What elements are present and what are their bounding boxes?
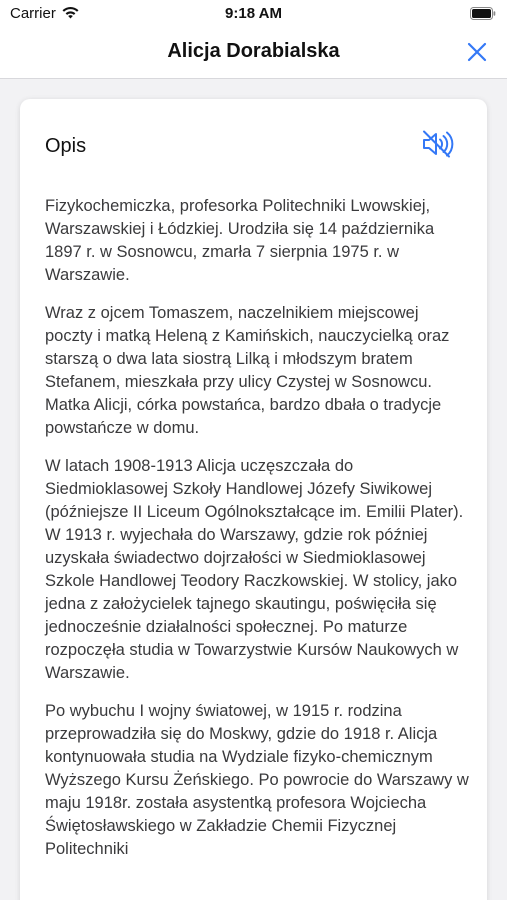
description-card [20,99,487,900]
navigation-bar [0,28,507,79]
battery-icon [470,7,496,20]
paragraph: Wraz z ojcem Tomaszem, naczelnikiem miejscowej poczty i matką Heleną z Kamińskich, nauczycielką oraz starszą o dwa lata siostrą Lilką i młodszym bratem Stefanem, mieszkała przy ulicy Czystej w Sosnowcu. Matka Alicji, córka powstańca, bardzo dbała o tradycje powstańcze w domu. [45,304,450,437]
carrier-label: Carrier [10,5,56,22]
speaker-toggle-button[interactable] [421,129,455,159]
speaker-muted-icon [421,129,455,159]
description-text [45,195,470,876]
close-icon [465,40,489,64]
status-bar [0,0,507,28]
paragraph: Fizykochemiczka, profesorka Politechniki Lwowskiej, Warszawskiej i Łódzkiej. Urodziła się 14 października 1897 r. w Sosnowcu, zmarła 7 sierpnia 1975 r. w Warszawie. [45,197,435,284]
paragraph: Po wybuchu I wojny światowej, w 1915 r. rodzina przeprowadziła się do Moskwy, gdzie do 1918 r. Alicja kontynuowała studia na Wydziale fizyko-chemicznym Wyższego Kursu Żeńskiego. Po powrocie do Warszawy w maju 1918r. została asystentką profesora Wojciecha Świętosławskiego w Zakładzie Chemii Fizycznej Politechniki [45,702,469,858]
content-scroll-area[interactable] [0,79,507,900]
page-title: Alicja Dorabialska [167,40,340,62]
paragraph: W latach 1908-1913 Alicja uczęszczała do Siedmioklasowej Szkoły Handlowej Józefy Siwikowej (późniejsze II Liceum Ogólnokształcące im. Emilii Plater). W 1913 r. wyjechała do Warszawy, gdzie rok później uzyskała świadectwo dojrzałości w Siedmioklasowej Szkole Handlowej Teodory Raczkowskiej. W stolicy, jako jedna z założycielek tajnego skautingu, poświęciła się jednocześnie działalności społecznej. Po maturze rozpoczęła studia w Towarzystwie Kursów Naukowych w Warszawie. [45,457,464,682]
status-time: 9:18 AM [225,5,282,22]
card-title: Opis [45,135,87,157]
close-button[interactable] [465,40,489,64]
